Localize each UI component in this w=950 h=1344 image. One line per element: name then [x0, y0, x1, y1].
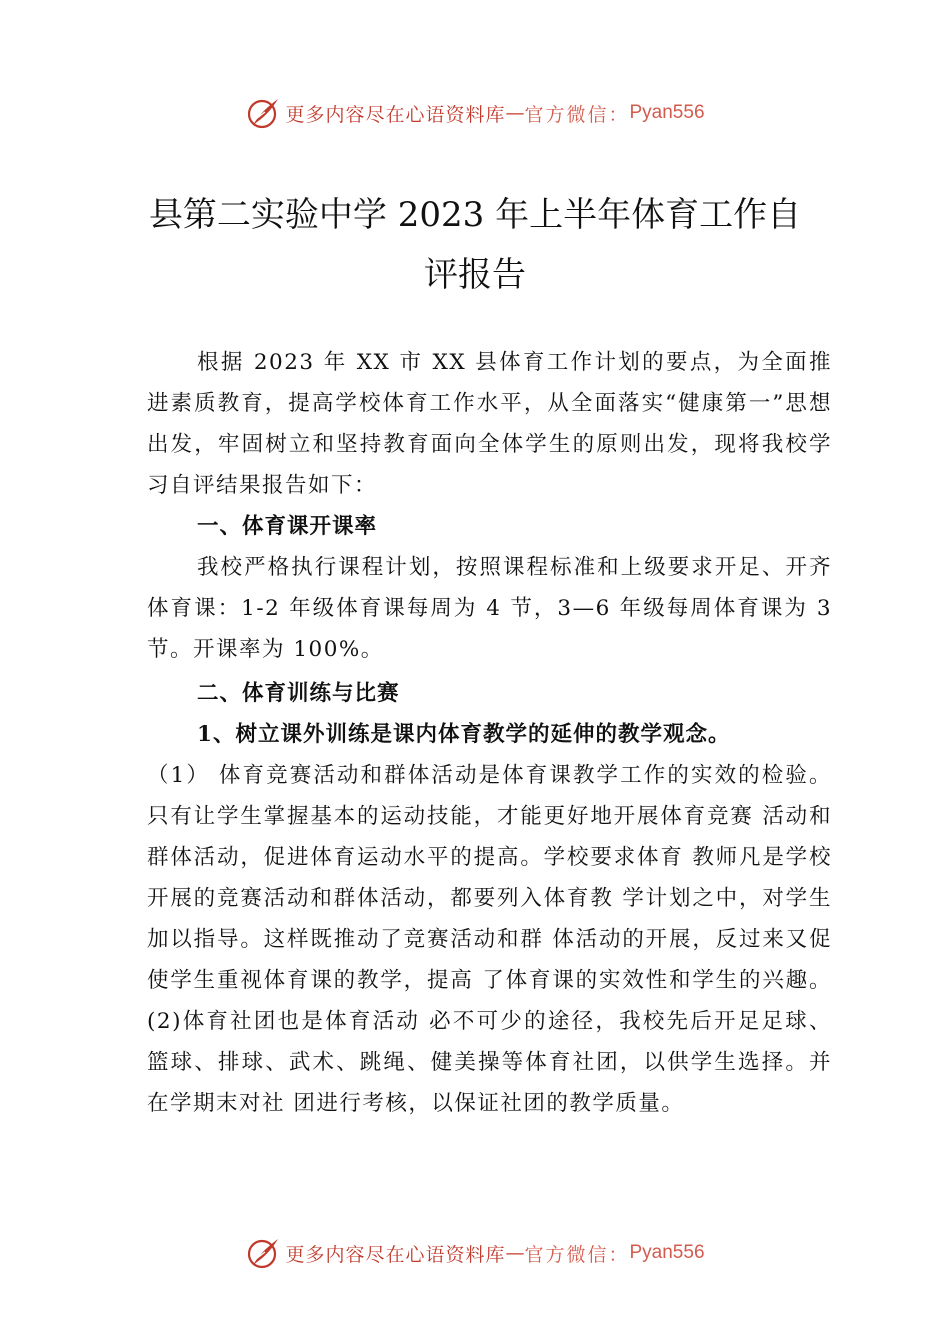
section1-heading: 一、体育课开课率	[197, 514, 378, 539]
quill-pen-logo-icon	[245, 1235, 281, 1271]
intro-paragraph: 根据 2023 年 XX 市 XX 县体育工作计划的要点，为全面推进素质教育，提高学校体育工作水平，从全面落实“健康第一”思想出发，牢固树立和坚持教育面向全体学生的原则出发，现将我校学习自评结果报告如下：	[147, 350, 832, 498]
title-line-2: 评报告	[424, 255, 526, 295]
document-title	[100, 185, 850, 305]
section2-heading: 二、体育训练与比赛	[197, 681, 400, 706]
section2-paragraph-1: （1） 体育竞赛活动和群体活动是体育课教学工作的实效的检验。只有让学生掌握基本的运动技能，才能更好地开展体育竞赛 活动和群体活动，促进体育运动水平的提高。学校要求体育 教师凡是学校开展的竞赛活动和群体活动，都要列入体育教 学计划之中，对学生加以指导。这样既推动了竞赛活动和群 体活动的开展，反过来又促使学生重视体育课的教学，提高 了体育课的实效性和学生的兴趣。(2)体育社团也是体育活动 必不可少的途径，我校先后开足足球、篮球、排球、武术、跳绳、健美操等体育社团，以供学生选择。并在学期末对社 团进行考核，以保证社团的教学质量。	[147, 763, 832, 1116]
section2-subheading-1: 1、树立课外训练是课内体育教学的延伸的教学观念。	[197, 722, 731, 747]
document-body	[147, 342, 832, 1124]
quill-pen-logo-icon	[245, 95, 281, 131]
banner-wechat-id: Pyan556	[629, 102, 705, 123]
footer-banner	[0, 1233, 950, 1273]
banner-slogan: 更多内容尽在心语资料库	[285, 103, 506, 126]
banner-wechat-label: 官方微信：	[524, 103, 630, 126]
footer-wechat-label: 官方微信：	[524, 1243, 630, 1266]
section1-paragraph: 我校严格执行课程计划，按照课程标准和上级要求开足、开齐体育课：1-2 年级体育课每周为 4 节，3—6 年级每周体育课为 3 节。开课率为 100%。	[147, 555, 832, 662]
footer-slogan: 更多内容尽在心语资料库	[285, 1243, 506, 1266]
title-line-1: 县第二实验中学 2023 年上半年体育工作自	[148, 195, 802, 235]
banner-separator: —	[505, 102, 525, 124]
header-banner	[0, 93, 950, 133]
footer-separator: —	[505, 1242, 525, 1264]
footer-wechat-id: Pyan556	[629, 1242, 705, 1263]
